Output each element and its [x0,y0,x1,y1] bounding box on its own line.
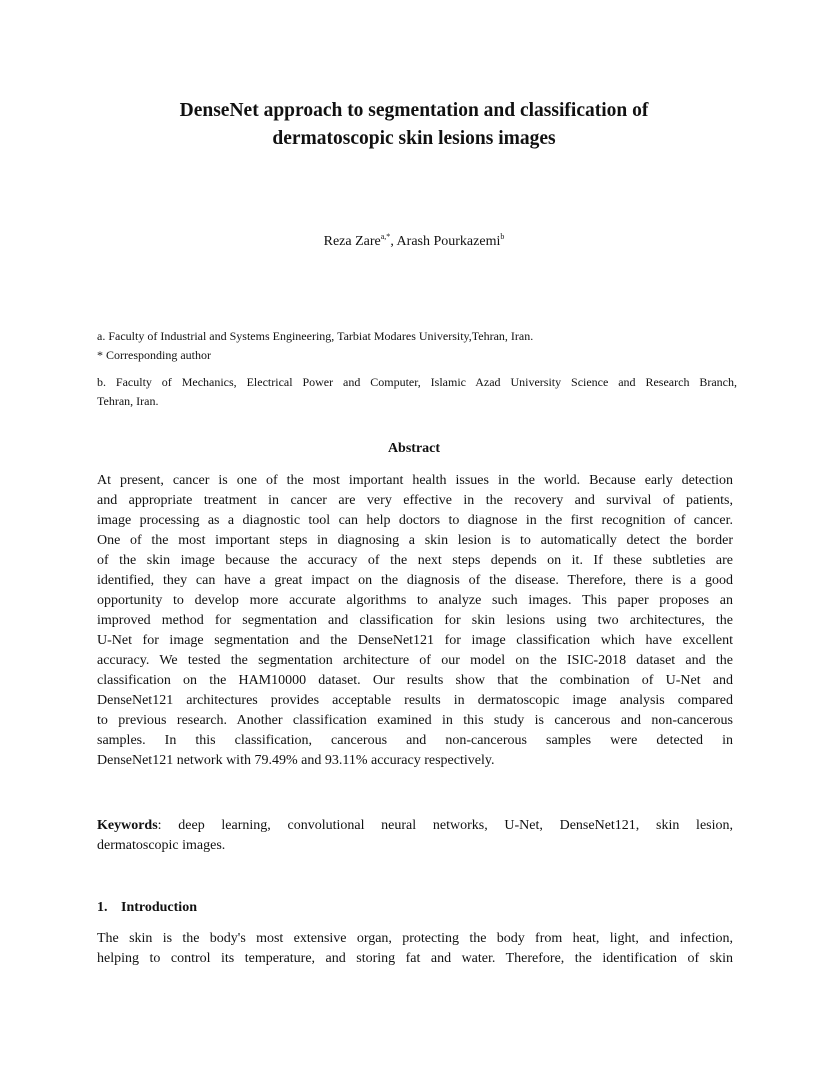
author-name: Arash Pourkazemi [396,234,501,249]
affiliation-text: b. Faculty of Mechanics, Electrical Power and Computer, Islamic Azad University Science and Research Branch, [97,375,737,389]
keywords-list-continued: dermatoscopic images. [97,838,226,853]
keywords-block [97,816,733,856]
abstract-line: classification on the HAM10000 dataset. Our results show that the combination of U-Net and [97,673,733,688]
introduction-body [97,929,733,969]
abstract-line: U-Net for image segmentation and the DenseNet121 for image classification which have excellent [97,633,733,648]
affiliation-a [97,327,737,365]
abstract-line: DenseNet121 network with 79.49% and 93.11% accuracy respectively. [97,753,495,768]
paper-title [98,97,730,153]
section-heading-introduction [97,897,733,919]
abstract-line: samples. In this classification, cancerous and non-cancerous samples were detected in [97,733,733,748]
author-separator: , [390,234,397,249]
title-line: dermatoscopic skin lesions images [272,128,556,149]
section-number: 1. [97,900,108,915]
keywords-list: : deep learning, convolutional neural networks, U-Net, DenseNet121, skin lesion, [157,818,733,833]
abstract-line: At present, cancer is one of the most important health issues in the world. Because early detection [97,473,733,488]
abstract-line: and appropriate treatment in cancer are very effective in the recovery and survival of patients, [97,493,733,508]
abstract-line: to previous research. Another classification examined in this study is cancerous and non-cancerous [97,713,733,728]
author-name: Reza Zare [323,234,381,249]
author-affiliation-marker: b [500,232,505,241]
keywords-label: Keywords [97,818,158,833]
abstract-line: accuracy. We tested the segmentation architecture of our model on the ISIC-2018 dataset and the [97,653,733,668]
abstract-line: identified, they can have a great impact on the diagnosis of the disease. Therefore, there is a good [97,573,733,588]
abstract-line: image processing as a diagnostic tool can help doctors to diagnose in the first recognition of cancer. [97,513,733,528]
section-title: Introduction [121,900,197,915]
abstract-line: of the skin image because the accuracy of the next steps depends on it. If these subtleties are [97,553,733,568]
keywords-line [97,816,733,836]
affiliation-text: a. Faculty of Industrial and Systems Engineering, Tarbiat Modares University,Tehran, Iran. [97,329,534,343]
abstract-heading: Abstract [387,441,441,456]
corresponding-author-note: * Corresponding author [97,348,211,362]
affiliation-text: Tehran, Iran. [97,394,159,408]
abstract-line: One of the most important steps in diagnosing a skin lesion is to automatically detect the border [97,533,733,548]
abstract-body [97,471,733,771]
title-line: DenseNet approach to segmentation and classification of [179,100,649,121]
introduction-line: The skin is the body's most extensive organ, protecting the body from heat, light, and infection, [97,931,733,946]
abstract-line: DenseNet121 architectures provides acceptable results in dermatoscopic image analysis compared [97,693,733,708]
author-list [98,232,730,252]
abstract-line: improved method for segmentation and classification for skin lesions using two architectures, the [97,613,733,628]
abstract-line: opportunity to develop more accurate algorithms to analyze such images. This paper proposes an [97,593,733,608]
introduction-line: helping to control its temperature, and storing fat and water. Therefore, the identification of skin [97,951,733,966]
author-affiliation-marker: a,* [380,232,391,241]
affiliation-b [97,373,737,411]
